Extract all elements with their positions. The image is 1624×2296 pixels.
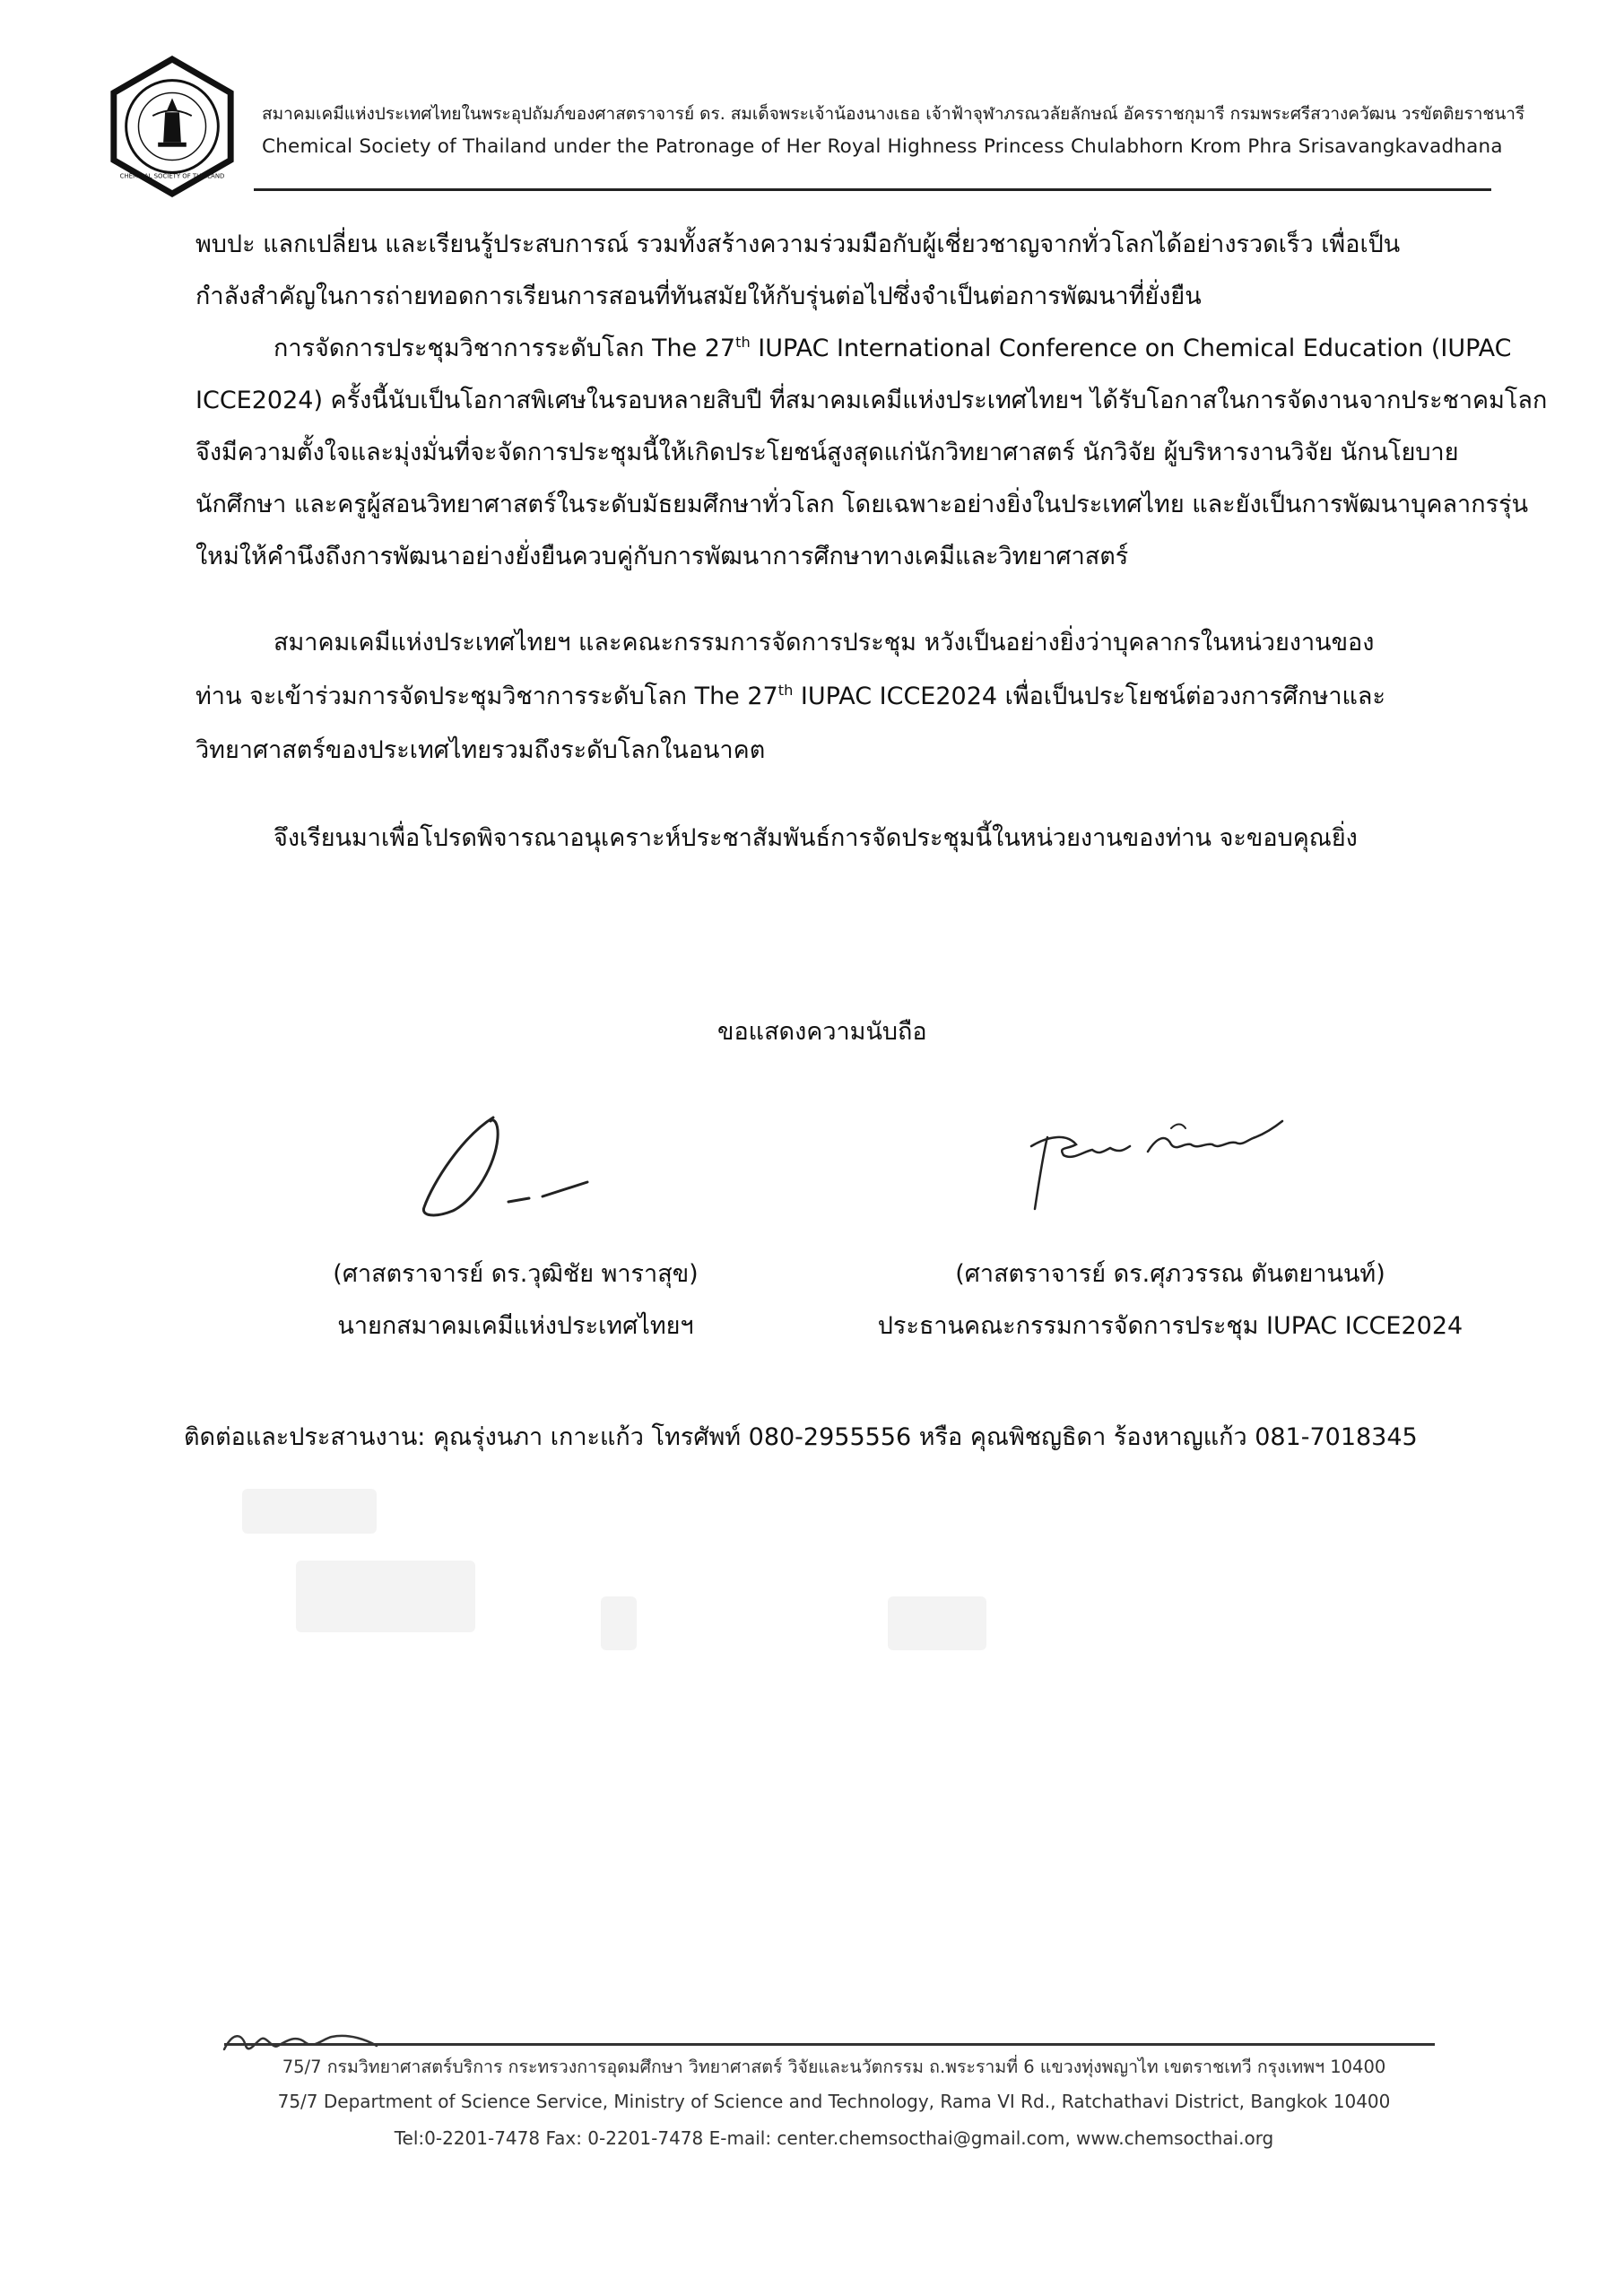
body-p2-line3: จึงมีความตั้งใจและมุ่งมั่นที่จะจัดการประชุมนี้ให้เกิดประโยชน์สูงสุดแก่นักวิทยาศาสตร์ นักวิจัย ผู้บริหารงานวิจัย นักนโยบาย — [195, 439, 1459, 466]
scan-smudge — [888, 1596, 986, 1650]
header-divider — [254, 188, 1491, 191]
footer-divider — [224, 2043, 1435, 2046]
signatory-1-name: (ศาสตราจารย์ ดร.วุฒิชัย พาราสุข) — [333, 1260, 699, 1288]
closing-salutation: ขอแสดงความนับถือ — [717, 1018, 927, 1046]
body-p2-line4: นักศึกษา และครูผู้สอนวิทยาศาสตร์ในระดับมัธยมศึกษาทั่วโลก โดยเฉพาะอย่างยิ่งในประเทศไทย และยังเป็นการพัฒนาบุคลากรรุ่น — [195, 491, 1529, 518]
body-p1-line1: พบปะ แลกเปลี่ยน และเรียนรู้ประสบการณ์ รวมทั้งสร้างความร่วมมือกับผู้เชี่ยวชาญจากทั่วโลกได้อย่างรวดเร็ว เพื่อเป็น — [195, 230, 1401, 258]
signature-left — [408, 1101, 614, 1227]
signature-right — [1013, 1110, 1300, 1218]
footer-address-thai: 75/7 กรมวิทยาศาสตร์บริการ กระทรวงการอุดมศึกษา วิทยาศาสตร์ วิจัยและนวัตกรรม ถ.พระรามที่ 6 แขวงทุ่งพญาไท เขตราชเทวี กรุงเทพฯ 10400 — [282, 2057, 1386, 2077]
body-p4: จึงเรียนมาเพื่อโปรดพิจารณาอนุเคราะห์ประชาสัมพันธ์การจัดประชุมนี้ในหน่วยงานของท่าน จะขอบคุณยิ่ง — [274, 824, 1358, 852]
body-p2-line2: ICCE2024) ครั้งนี้นับเป็นโอกาสพิเศษในรอบหลายสิบปี ที่สมาคมเคมีแห่งประเทศไทยฯ ได้รับโอกาสในการจัดงานจากประชาคมโลก — [195, 387, 1548, 414]
scan-smudge — [242, 1489, 377, 1534]
body-p2-line5: ใหม่ให้คำนึงถึงการพัฒนาอย่างยั่งยืนควบคู่กับการพัฒนาการศึกษาทางเคมีและวิทยาศาสตร์ — [195, 543, 1129, 570]
scan-smudge — [601, 1596, 637, 1650]
contact-line: ติดต่อและประสานงาน: คุณรุ่งนภา เกาะแก้ว โทรศัพท์ 080-2955556 หรือ คุณพิชญธิดา ร้องหาญแก้ว 081-7018345 — [184, 1423, 1418, 1451]
signatory-2-title: ประธานคณะกรรมการจัดการประชุม IUPAC ICCE2024 — [877, 1312, 1463, 1340]
body-p3-line3: วิทยาศาสตร์ของประเทศไทยรวมถึงระดับโลกในอนาคต — [195, 736, 766, 764]
scan-smudge — [296, 1561, 475, 1632]
society-logo — [101, 56, 243, 197]
logo-text: CHEMICAL SOCIETY OF THAILAND — [119, 172, 225, 180]
footer-address-english: 75/7 Department of Science Service, Ministry of Science and Technology, Rama VI Rd., Ratchathavi District, Bangkok 10400 — [277, 2091, 1391, 2112]
signatory-1-title: นายกสมาคมเคมีแห่งประเทศไทยฯ — [337, 1312, 694, 1340]
signatory-2-name: (ศาสตราจารย์ ดร.ศุภวรรณ ตันตยานนท์) — [955, 1260, 1385, 1288]
footer-contact: Tel:0-2201-7478 Fax: 0-2201-7478 E-mail: center.chemsocthai@gmail.com, www.chemsocthai.org — [394, 2127, 1274, 2149]
body-p1-line2: กำลังสำคัญในการถ่ายทอดการเรียนการสอนที่ทันสมัยให้กับรุ่นต่อไปซึ่งจำเป็นต่อการพัฒนาที่ยั่งยืน — [195, 283, 1202, 310]
body-p3-line1: สมาคมเคมีแห่งประเทศไทยฯ และคณะกรรมการจัดการประชุม หวังเป็นอย่างยิ่งว่าบุคลากรในหน่วยงานของ — [274, 629, 1375, 657]
org-name-thai: สมาคมเคมีแห่งประเทศไทยในพระอุปถัมภ์ของศาสตราจารย์ ดร. สมเด็จพระเจ้าน้องนางเธอ เจ้าฟ้าจุฬาภรณวลัยลักษณ์ อัครราชกุมารี กรมพระศรีสวางควัฒน วรขัตติยราชนารี — [262, 104, 1525, 124]
body-p3-line2: ท่าน จะเข้าร่วมการจัดประชุมวิชาการระดับโลก The 27th IUPAC ICCE2024 เพื่อเป็นประโยชน์ต่อวงการศึกษาและ — [195, 682, 1385, 710]
org-name-english: Chemical Society of Thailand under the Patronage of Her Royal Highness Princess Chulabhorn Krom Phra Srisavangkavadhana — [262, 135, 1503, 158]
body-p2-line1: การจัดการประชุมวิชาการระดับโลก The 27th IUPAC International Conference on Chemical Education (IUPAC — [274, 334, 1512, 362]
